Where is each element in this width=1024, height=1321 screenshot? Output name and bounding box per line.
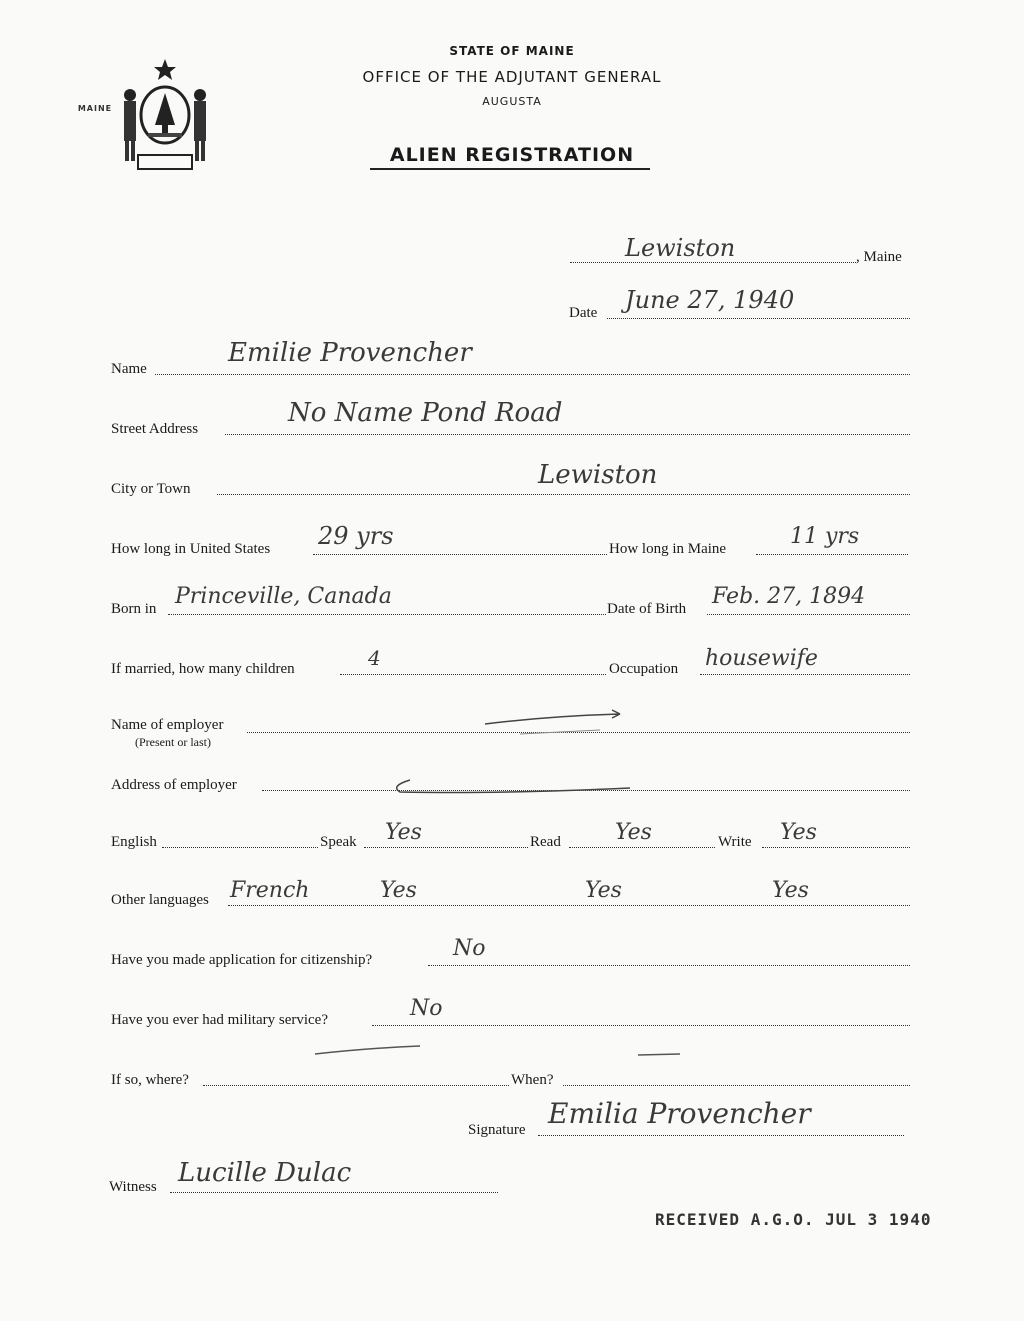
maine-label: , Maine [856, 249, 902, 265]
street-label: Street Address [111, 421, 199, 437]
other-write-value: Yes [772, 878, 809, 903]
children-label: If married, how many children [111, 661, 295, 677]
military-value: No [410, 996, 443, 1021]
when-dash-mark [635, 1050, 685, 1060]
street-value: No Name Pond Road [288, 398, 563, 428]
state-seal-icon [110, 55, 220, 175]
dob-value: Feb. 27, 1894 [712, 584, 866, 609]
speak-line [364, 847, 528, 848]
english-line [162, 847, 318, 848]
seal-label: MAINE [77, 104, 113, 113]
born-line [168, 614, 606, 615]
witness-label: Witness [109, 1179, 157, 1195]
date-value: June 27, 1940 [625, 286, 795, 314]
name-label: Name [111, 361, 147, 377]
born-value: Princeville, Canada [175, 584, 392, 609]
us-years-line [313, 554, 607, 555]
us-years-value: 29 yrs [318, 522, 394, 550]
city-value: Lewiston [538, 460, 658, 490]
signature-label: Signature [468, 1122, 526, 1138]
military-line [372, 1025, 910, 1026]
employer-address-dash-mark [380, 772, 640, 802]
office-heading: OFFICE OF THE ADJUTANT GENERAL [362, 68, 662, 86]
write-label: Write [718, 834, 752, 850]
signature-line [538, 1135, 904, 1136]
date-label: Date [569, 305, 598, 321]
employer-address-label: Address of employer [111, 777, 237, 793]
read-label: Read [530, 834, 561, 850]
when-label: When? [511, 1072, 554, 1088]
citizenship-label: Have you made application for citizenship? [111, 952, 373, 968]
citizenship-line [428, 965, 910, 966]
write-line [762, 847, 910, 848]
english-label: English [111, 834, 157, 850]
other-lang-value: French [230, 878, 310, 903]
other-speak-value: Yes [380, 878, 417, 903]
maine-years-line [756, 554, 908, 555]
other-lang-line [228, 905, 910, 906]
english-speak-value: Yes [385, 820, 422, 845]
us-years-label: How long in United States [111, 541, 271, 557]
dob-line [707, 614, 910, 615]
speak-label: Speak [320, 834, 357, 850]
maine-years-value: 11 yrs [790, 524, 860, 549]
other-lang-label: Other languages [111, 892, 209, 908]
title-underline [370, 168, 650, 170]
city-label: City or Town [111, 481, 191, 497]
where-label: If so, where? [111, 1072, 189, 1088]
state-heading: STATE OF MAINE [449, 44, 575, 58]
received-stamp: RECEIVED A.G.O. JUL 3 1940 [655, 1210, 932, 1229]
born-label: Born in [111, 601, 157, 617]
maine-years-label: How long in Maine [609, 541, 727, 557]
military-label: Have you ever had military service? [111, 1012, 328, 1028]
dob-label: Date of Birth [607, 601, 687, 617]
occupation-label: Occupation [609, 661, 679, 677]
where-dash-mark [310, 1042, 430, 1058]
witness-line [170, 1192, 498, 1193]
town-line [570, 262, 856, 263]
english-read-value: Yes [615, 820, 652, 845]
employer-label: Name of employer [111, 717, 224, 733]
employer-dash-mark [480, 706, 630, 736]
other-read-value: Yes [585, 878, 622, 903]
children-line [340, 674, 606, 675]
city-line [217, 494, 910, 495]
town-value: Lewiston [625, 234, 736, 262]
when-line [563, 1085, 910, 1086]
name-line [155, 374, 910, 375]
where-line [203, 1085, 509, 1086]
name-value: Emilie Provencher [228, 338, 472, 368]
form-title: ALIEN REGISTRATION [389, 144, 635, 166]
english-write-value: Yes [780, 820, 817, 845]
citizenship-value: No [453, 936, 486, 961]
read-line [569, 847, 715, 848]
witness-value: Lucille Dulac [178, 1158, 352, 1188]
city-heading: AUGUSTA [482, 95, 542, 108]
date-line [607, 318, 910, 319]
occupation-value: housewife [705, 646, 818, 671]
signature-value: Emilia Provencher [548, 1097, 811, 1130]
employer-sublabel: (Present or last) [135, 735, 211, 749]
children-value: 4 [368, 646, 381, 670]
street-line [225, 434, 910, 435]
occupation-line [700, 674, 910, 675]
